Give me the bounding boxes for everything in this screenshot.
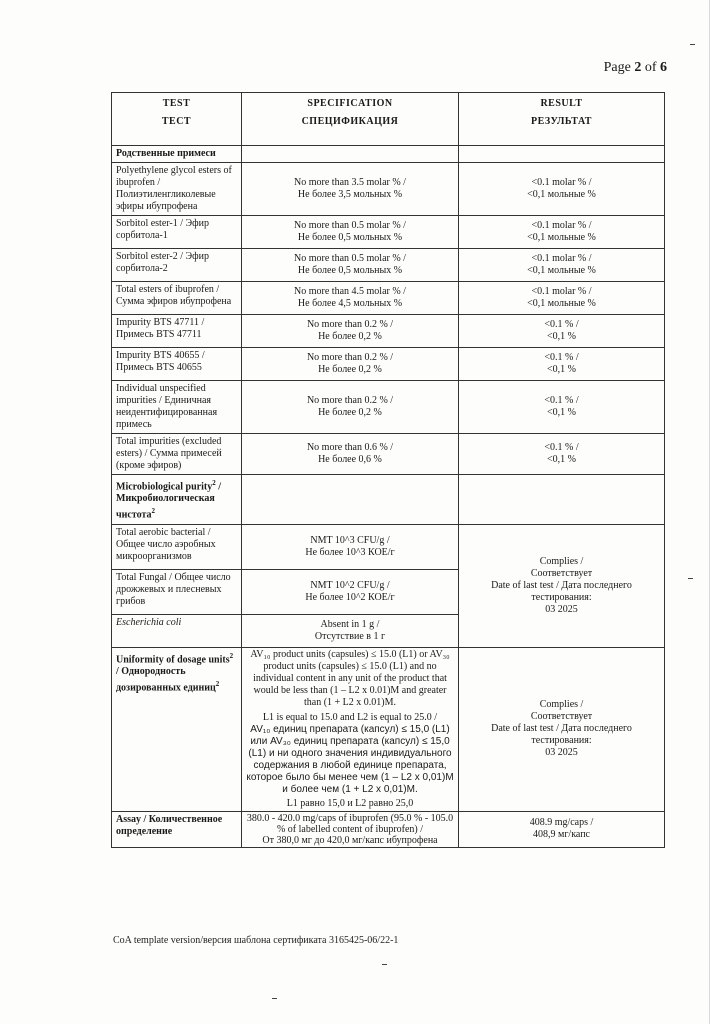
related-spec-4: No more than 0.2 % / Не более 0,2 % [242, 315, 459, 348]
related-result-6: <0.1 % / <0,1 % [459, 381, 665, 434]
header-result: RESULT РЕЗУЛЬТАТ [459, 93, 665, 146]
table-row [112, 216, 665, 249]
table-row [112, 315, 665, 348]
section-assay [112, 811, 665, 847]
table-row [112, 381, 665, 434]
related-result-0: <0.1 molar % / <0,1 мольные % [459, 163, 665, 216]
header-specification: SPECIFICATION СПЕЦИФИКАЦИЯ [242, 93, 459, 146]
related-test-0: Polyethylene glycol esters of ibuprofen / Полиэтиленгликолевые эфиры ибупрофена [112, 163, 242, 216]
related-spec-1: No more than 0.5 molar % / Не более 0,5 мольных % [242, 216, 459, 249]
micro-test-0: Total aerobic bacterial / Общее число аэробных микроорганизмов [112, 524, 242, 569]
uniformity-spec: AV₁₀ product units (capsules) ≤ 15.0 (L1) or AV₃₀ product units (capsules) ≤ 15.0 (L1) and no individual content in any unit of the product that would be less than (1 – L2 x 0.01)M and greater than (1 + L2 x 0.01)M. L1 is equal to 15.0 and L2 is equal to 25.0 / AV₁₀ единиц препарата (капсул) ≤ 15,0 (L1) или AV₃₀ единиц препарата (капсул) ≤ 15,0 (L1) и ни одного значения индивидуального содержания в любой единице препарата, которое было бы менее чем (1 – L2 x 0,01)M и более чем (1 + L2 x 0,01)M. L1 равно 15,0 и L2 равно 25,0 [242, 647, 459, 811]
uniformity-title: Uniformity of dosage units$^2$ / Однородность дозированных единиц$^2$ [112, 647, 242, 811]
header-test: TEST ТЕСТ [112, 93, 242, 146]
related-test-1: Sorbitol ester-1 / Эфир сорбитола-1 [112, 216, 242, 249]
micro-spec-2: Absent in 1 g / Отсутствие в 1 г [242, 614, 459, 647]
page-number: Page 2 of 6 [603, 60, 667, 75]
coa-table [111, 92, 665, 848]
related-spec-3: No more than 4.5 molar % / Не более 4,5 мольных % [242, 282, 459, 315]
table-row [112, 524, 665, 569]
related-impurities [112, 163, 665, 475]
section-uniformity [112, 647, 665, 811]
footer-template-version: CoA template version/версия шаблона сертификата 3165425-06/22-1 [113, 935, 399, 946]
related-result-5: <0.1 % / <0,1 % [459, 348, 665, 381]
table-row [112, 163, 665, 216]
related-result-1: <0.1 molar % / <0,1 мольные % [459, 216, 665, 249]
micro-result: Complies / Соответствует Date of last test / Дата последнего тестирования: 03 2025 [459, 524, 665, 647]
related-test-2: Sorbitol ester-2 / Эфир сорбитола-2 [112, 249, 242, 282]
scan-mark [690, 44, 695, 45]
uniformity-result: Complies / Соответствует Date of last test / Дата последнего тестирования: 03 2025 [459, 647, 665, 811]
section-microbiological [112, 475, 665, 525]
section-related-substances [112, 146, 665, 163]
related-result-2: <0.1 molar % / <0,1 мольные % [459, 249, 665, 282]
micro-test-2: Escherichia coli [112, 614, 242, 647]
assay-title: Assay / Количественное определение [112, 811, 242, 847]
related-result-4: <0.1 % / <0,1 % [459, 315, 665, 348]
related-spec-0: No more than 3.5 molar % / Не более 3,5 мольных % [242, 163, 459, 216]
micro-spec-1: NMT 10^2 CFU/g / Не более 10^2 КОЕ/г [242, 569, 459, 614]
assay-spec: 380.0 - 420.0 mg/caps of ibuprofen (95.0 % - 105.0 % of labelled content of ibuprofen) / От 380,0 мг до 420,0 мг/капс ибупрофена [242, 811, 459, 847]
table-row [112, 249, 665, 282]
related-test-6: Individual unspecified impurities / Единичная неидентифицированная примесь [112, 381, 242, 434]
related-result-3: <0.1 molar % / <0,1 мольные % [459, 282, 665, 315]
assay-result: 408.9 mg/caps / 408,9 мг/капс [459, 811, 665, 847]
table-row [112, 348, 665, 381]
related-spec-7: No more than 0.6 % / Не более 0,6 % [242, 434, 459, 475]
related-test-7: Total impurities (excluded esters) / Сумма примесей (кроме эфиров) [112, 434, 242, 475]
micro-title: Microbiological purity$^2$ / Микробиологическая чистота$^2$ [112, 475, 242, 525]
related-spec-2: No more than 0.5 molar % / Не более 0,5 мольных % [242, 249, 459, 282]
related-spec-6: No more than 0.2 % / Не более 0,2 % [242, 381, 459, 434]
related-test-4: Impurity BTS 47711 / Примесь BTS 47711 [112, 315, 242, 348]
section-title: Родственные примеси [112, 146, 242, 163]
related-spec-5: No more than 0.2 % / Не более 0,2 % [242, 348, 459, 381]
scan-mark [272, 998, 277, 999]
micro-spec-0: NMT 10^3 CFU/g / Не более 10^3 КОЕ/г [242, 524, 459, 569]
table-row [112, 434, 665, 475]
scan-mark [688, 578, 693, 579]
related-result-7: <0.1 % / <0,1 % [459, 434, 665, 475]
related-test-5: Impurity BTS 40655 / Примесь BTS 40655 [112, 348, 242, 381]
micro-test-1: Total Fungal / Общее число дрожжевых и плесневых грибов [112, 569, 242, 614]
table-header-row [112, 93, 665, 146]
table-row [112, 282, 665, 315]
scan-mark [382, 964, 387, 965]
related-test-3: Total esters of ibuprofen / Сумма эфиров ибупрофена [112, 282, 242, 315]
